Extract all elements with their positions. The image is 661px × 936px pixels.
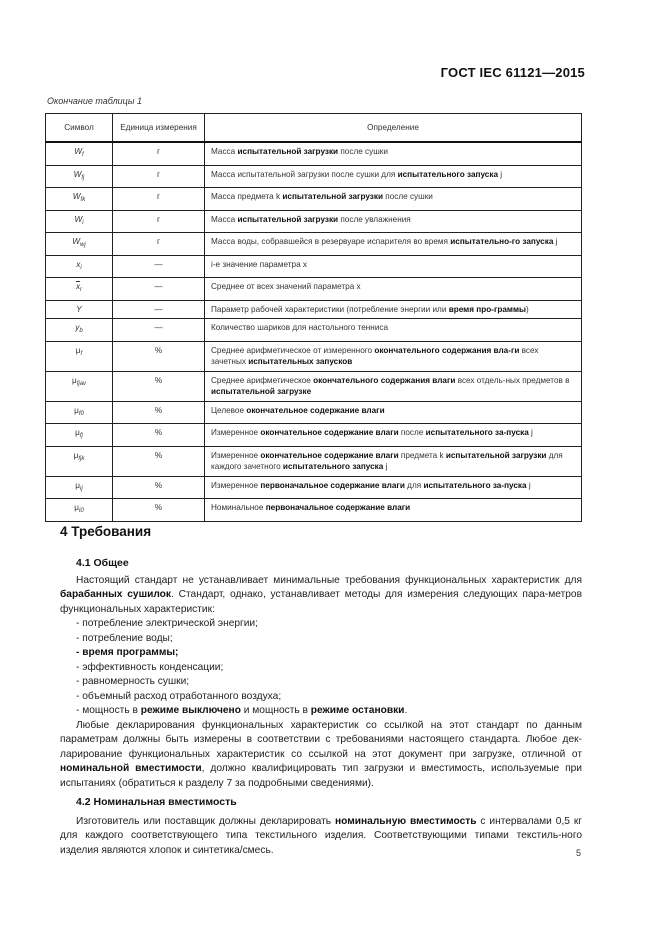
text-run: Параметр рабочей характеристики (потребление энергии или bbox=[211, 304, 449, 314]
symbol-cell: Y bbox=[46, 300, 113, 319]
unit-cell: г bbox=[113, 188, 205, 211]
text-run: ) bbox=[526, 304, 529, 314]
section-4-1-title: 4.1 Общее bbox=[76, 557, 129, 569]
text-run: Измеренное bbox=[211, 480, 261, 490]
text-run: . bbox=[404, 705, 408, 716]
text-run: Изготовитель или поставщик должны декларировать bbox=[76, 815, 335, 827]
definition-cell bbox=[205, 446, 582, 476]
table-row bbox=[46, 210, 582, 233]
bold-term: барабанных сушилок bbox=[60, 589, 172, 600]
definition-cell bbox=[205, 499, 582, 522]
bold-term: окончательное содержание влаги bbox=[260, 450, 399, 460]
bold-term: - время программы; bbox=[76, 647, 179, 658]
symbol-cell: $y_b$ bbox=[46, 319, 113, 342]
definition-cell bbox=[205, 233, 582, 256]
definition-cell bbox=[205, 255, 582, 278]
table-row bbox=[46, 446, 582, 476]
definition-cell bbox=[205, 371, 582, 401]
text-run: Настоящий стандарт не устанавливает минимальные требования функциональных характеристик для bbox=[76, 574, 582, 586]
text-run: после bbox=[398, 428, 426, 437]
text-run: j bbox=[383, 462, 388, 471]
text-run: i-е значение параметра x bbox=[211, 259, 307, 269]
definition-cell bbox=[205, 401, 582, 424]
unit-cell: % bbox=[113, 341, 205, 371]
bold-term: испытательной загрузке bbox=[211, 387, 312, 396]
definition-cell bbox=[205, 319, 582, 342]
bold-term: первоначальное содержание влаги bbox=[260, 480, 405, 490]
bold-term: режиме выключено bbox=[140, 705, 241, 716]
symbol-cell: $x_i$ bbox=[46, 255, 113, 278]
text-run: Измеренное bbox=[211, 428, 261, 437]
section-4-1 bbox=[60, 556, 582, 858]
bold-term: режиме остановки bbox=[310, 705, 405, 716]
bold-term: окончательного содержания влаги bbox=[313, 375, 456, 385]
text-run: Количество шариков для настольного тенниса bbox=[211, 323, 389, 332]
bold-term: испытательной загрузки bbox=[282, 192, 383, 201]
page-number: 5 bbox=[575, 848, 581, 858]
text-run: - мощность в bbox=[76, 705, 141, 716]
bold-term: первоначальное содержание влаги bbox=[265, 503, 411, 512]
symbol-cell: $\mu_{fjk}$ bbox=[46, 446, 113, 476]
text-run: - равномерность сушки; bbox=[76, 676, 190, 687]
text-run: . Стандарт, однако, устанавливает методы для измерения следующих пара-метров функциональных характеристик: bbox=[60, 589, 582, 615]
section-4-1-closing bbox=[60, 719, 582, 792]
text-run: для bbox=[404, 480, 424, 490]
column-header-definition: Определение bbox=[205, 114, 582, 143]
text-run: - эффективность конденсации; bbox=[76, 661, 224, 673]
column-header-symbol: Символ bbox=[46, 114, 113, 143]
bold-term: испытательного за-пуска bbox=[423, 480, 527, 490]
parameter-list bbox=[60, 617, 582, 719]
table-row bbox=[46, 499, 582, 522]
text-run: с интервалами 0,5 кг для каждого соответствующего типа текстильного изделия. Соответствующими типами текстиль-ного изделия являются хлопок и синтетика/смесь. bbox=[60, 815, 583, 856]
definition-cell bbox=[205, 165, 582, 188]
list-item bbox=[60, 675, 582, 690]
symbol-cell: $W_{fk}$ bbox=[46, 188, 113, 211]
unit-cell: — bbox=[113, 319, 205, 342]
unit-cell: г bbox=[113, 210, 205, 233]
document-id: ГОСТ IEC 61121—2015 bbox=[440, 65, 585, 80]
bold-term: испытательного запуска bbox=[282, 462, 384, 471]
table-row bbox=[46, 142, 582, 165]
text-run: Номинальное bbox=[211, 503, 266, 512]
text-run: j bbox=[498, 169, 503, 179]
text-run: всех зачетных bbox=[211, 345, 539, 366]
text-run: Среднее арифметическое bbox=[211, 375, 314, 385]
section-4-2-title: 4.2 Номинальная вместимость bbox=[76, 796, 237, 808]
text-run: после сушки bbox=[338, 147, 388, 156]
symbol-cell: $W_{wj}$ bbox=[46, 233, 113, 256]
unit-cell: — bbox=[113, 278, 205, 301]
unit-cell: % bbox=[113, 371, 205, 401]
text-run: после сушки bbox=[383, 192, 433, 201]
bold-term: окончательное содержание влаги bbox=[246, 405, 385, 415]
unit-cell: г bbox=[113, 233, 205, 256]
text-run: Измеренное bbox=[211, 450, 261, 460]
symbol-cell: $W_{fj}$ bbox=[46, 165, 113, 188]
definition-cell bbox=[205, 188, 582, 211]
table-body bbox=[46, 142, 582, 521]
list-item bbox=[60, 632, 582, 647]
bold-term: окончательное содержание влаги bbox=[260, 428, 399, 437]
table-row bbox=[46, 401, 582, 424]
text-run: после увлажнения bbox=[338, 214, 411, 224]
list-item bbox=[60, 704, 582, 719]
symbol-cell: $\mu_{fjav}$ bbox=[46, 371, 113, 401]
table-header-row bbox=[46, 114, 582, 143]
text-run: - потребление электрической энергии; bbox=[76, 618, 258, 629]
text-run: Среднее арифметическое от измеренного bbox=[211, 345, 375, 355]
symbol-cell: $\mu_{i0}$ bbox=[46, 499, 113, 522]
bold-term: испытательной загрузки bbox=[237, 214, 339, 224]
symbols-table bbox=[45, 113, 582, 522]
text-run: j bbox=[528, 428, 533, 437]
list-item bbox=[60, 661, 582, 676]
list-item bbox=[60, 690, 582, 705]
bold-term: время про-граммы bbox=[448, 304, 527, 314]
text-run: - объемный расход отработанного воздуха; bbox=[76, 690, 282, 702]
text-run: j bbox=[526, 480, 531, 490]
text-run: Масса испытательной загрузки после сушки для bbox=[211, 169, 398, 179]
bold-term: испытательных запусков bbox=[248, 357, 353, 366]
text-run: предмета k bbox=[398, 450, 446, 460]
text-run: Целевое bbox=[211, 405, 247, 415]
table-row bbox=[46, 424, 582, 447]
unit-cell: % bbox=[113, 499, 205, 522]
definition-cell bbox=[205, 476, 582, 499]
table-row bbox=[46, 233, 582, 256]
unit-cell: % bbox=[113, 476, 205, 499]
definition-cell bbox=[205, 278, 582, 301]
unit-cell: % bbox=[113, 424, 205, 447]
symbol-cell: $\mu_{ij}$ bbox=[46, 476, 113, 499]
unit-cell: % bbox=[113, 446, 205, 476]
definition-cell bbox=[205, 341, 582, 371]
unit-cell: — bbox=[113, 255, 205, 278]
table-row bbox=[46, 165, 582, 188]
text-run: Масса bbox=[211, 147, 238, 156]
table-row bbox=[46, 319, 582, 342]
section-4-title: 4 Требования bbox=[60, 524, 152, 539]
table-row bbox=[46, 255, 582, 278]
list-item bbox=[60, 617, 582, 632]
unit-cell: г bbox=[113, 165, 205, 188]
list-item bbox=[60, 646, 582, 661]
definition-cell bbox=[205, 210, 582, 233]
definition-cell bbox=[205, 300, 582, 319]
text-run: всех отдель-ных предметов в bbox=[455, 375, 570, 385]
unit-cell: — bbox=[113, 300, 205, 319]
table-row bbox=[46, 341, 582, 371]
bold-term: испытательного за-пуска bbox=[425, 428, 529, 437]
table-row bbox=[46, 300, 582, 319]
text-run: для каждого зачетного bbox=[211, 450, 563, 471]
unit-cell: % bbox=[113, 401, 205, 424]
bold-term: испытательной загрузки bbox=[445, 450, 547, 460]
text-run: и мощность в bbox=[240, 705, 311, 716]
section-4-2-body bbox=[60, 815, 582, 859]
table-row bbox=[46, 476, 582, 499]
text-run: Масса предмета k bbox=[211, 192, 283, 201]
definition-cell bbox=[205, 424, 582, 447]
unit-cell: г bbox=[113, 142, 205, 165]
text-run: Масса bbox=[211, 214, 238, 224]
text-run: , должно квалифицировать тип загрузки и вместимость, используемые при испытаниях (обратиться к разделу 7 за подробными сведениями). bbox=[60, 763, 582, 789]
bold-term: окончательного содержания вла-ги bbox=[374, 345, 520, 355]
bold-term: испытательного запуска bbox=[397, 169, 499, 179]
column-header-unit: Единица измерения bbox=[113, 114, 205, 143]
symbol-cell: $\overline{x}_r$ bbox=[46, 278, 113, 301]
symbol-cell: $W_i$ bbox=[46, 210, 113, 233]
symbol-cell: $W_f$ bbox=[46, 142, 113, 165]
table-row bbox=[46, 188, 582, 211]
table-caption: Окончание таблицы 1 bbox=[47, 96, 142, 106]
definition-cell bbox=[205, 142, 582, 165]
bold-term: номинальной вместимости bbox=[60, 763, 202, 774]
text-run: Среднее от всех значений параметра x bbox=[211, 282, 361, 291]
text-run: Масса воды, собравшейся в резервуаре испарителя во время bbox=[211, 237, 451, 246]
symbol-cell: $\mu_{f0}$ bbox=[46, 401, 113, 424]
table-row bbox=[46, 371, 582, 401]
bold-term: номинальную вместимость bbox=[334, 815, 477, 827]
section-4-1-intro bbox=[60, 574, 582, 618]
text-run: j bbox=[553, 237, 558, 246]
symbol-cell: $\mu_{fj}$ bbox=[46, 424, 113, 447]
table-row bbox=[46, 278, 582, 301]
text-run: Любые декларирования функциональных характеристик со ссылкой на этот стандарт по данным параметрам должны быть измерены в соответствии с требованиями настоящего стандарта. Любое дек-ларирование функциональных характеристик со ссылкой на этот документ при загрузке, отличной от bbox=[60, 719, 582, 760]
text-run: - потребление воды; bbox=[76, 632, 173, 644]
symbol-cell: $\mu_f$ bbox=[46, 341, 113, 371]
bold-term: испытательно-го запуска bbox=[450, 237, 554, 246]
bold-term: испытательной загрузки bbox=[237, 147, 339, 156]
